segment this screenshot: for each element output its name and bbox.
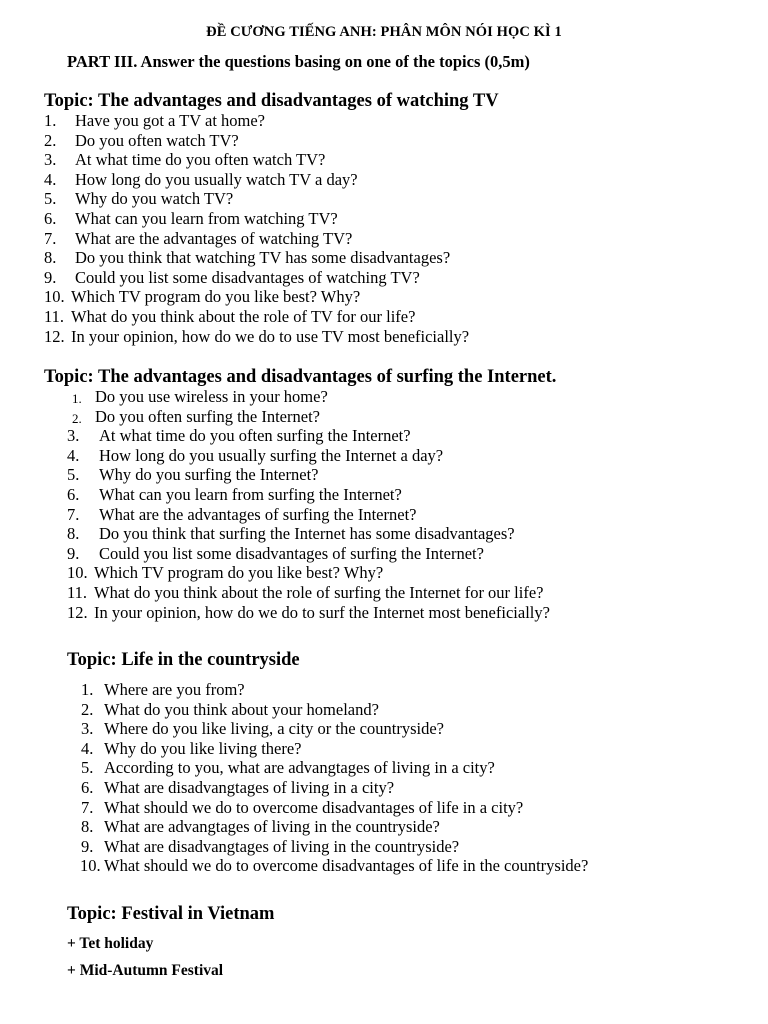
- list-item-number: 11.: [67, 583, 88, 602]
- list-item-text: How long do you usually watch TV a day?: [75, 169, 358, 189]
- list-item-number: 7.: [67, 504, 80, 524]
- list-item-number: 6.: [44, 209, 57, 228]
- list-item-text: Where do you like living, a city or the countryside?: [104, 719, 444, 739]
- list-item-text: In your opinion, how do we do to surf the Internet most beneficially?: [94, 602, 550, 622]
- list-item-number: 8.: [81, 817, 94, 837]
- list-item-number: 4.: [81, 738, 94, 758]
- list-item-number: 2.: [81, 699, 94, 719]
- list-item-text: Do you often watch TV?: [75, 130, 239, 150]
- list-item-text: Have you got a TV at home?: [75, 111, 266, 130]
- list-item-text: Do you think that surfing the Internet has some disadvantages?: [99, 524, 515, 544]
- topic-heading-festival: Topic: Festival in Vietnam: [67, 904, 275, 924]
- part-heading: PART III. Answer the questions basing on one of the topics (0,5m): [67, 52, 530, 71]
- list-item-number: 8.: [67, 524, 80, 544]
- topic-heading-tv: Topic: The advantages and disadvantages of watching TV: [44, 91, 499, 111]
- list-item-text: What do you think about your homeland?: [104, 699, 379, 719]
- list-item-number: 3.: [81, 719, 94, 739]
- list-item-number: 10.: [44, 287, 65, 307]
- list-item-text: Which TV program do you like best? Why?: [71, 287, 361, 307]
- list-item-number: 5.: [67, 465, 80, 485]
- list-item-number: 12.: [67, 602, 88, 622]
- list-item-text: Which TV program do you like best? Why?: [94, 563, 384, 583]
- list-item-text: Do you use wireless in your home?: [95, 387, 328, 406]
- list-item-text: Why do you like living there?: [104, 738, 302, 758]
- list-item-text: What can you learn from surfing the Internet?: [99, 485, 402, 504]
- list-item-text: What do you think about the role of surfing the Internet for our life?: [94, 583, 544, 602]
- list-item-number: 10.: [80, 856, 101, 876]
- list-item-number: 3.: [67, 426, 80, 446]
- topic-heading-internet: Topic: The advantages and disadvantages of surfing the Internet.: [44, 367, 557, 387]
- list-item-number: 12.: [44, 326, 65, 346]
- list-item-number: 5.: [81, 758, 94, 778]
- list-item-text: At what time do you often surfing the Internet?: [99, 426, 411, 446]
- list-item-text: What can you learn from watching TV?: [75, 209, 338, 228]
- list-item-text: Do you think that watching TV has some disadvantages?: [75, 248, 451, 268]
- list-item-number: 7.: [81, 797, 94, 817]
- list-item-number: 10.: [67, 563, 88, 583]
- festival-item-mid-autumn: + Mid-Autumn Festival: [67, 962, 224, 979]
- list-item-number: 9.: [44, 267, 57, 287]
- list-item-number: 5.: [44, 189, 57, 209]
- list-item-text: Why do you watch TV?: [75, 189, 234, 209]
- list-item-text: Do you often surfing the Internet?: [95, 406, 320, 426]
- topic-heading-countryside: Topic: Life in the countryside: [67, 650, 300, 670]
- list-item-text: How long do you usually surfing the Internet a day?: [99, 445, 444, 465]
- list-item-number: 7.: [44, 228, 57, 248]
- list-item-number: 6.: [67, 485, 80, 504]
- list-item-text: What are the advantages of surfing the Internet?: [99, 504, 417, 524]
- festival-item-tet: + Tet holiday: [67, 935, 154, 952]
- list-item-text: Where are you from?: [104, 680, 245, 699]
- list-item-number: 8.: [44, 248, 57, 268]
- list-item-number: 1.: [81, 680, 94, 699]
- list-item-text: Could you list some disadvantages of surfing the Internet?: [99, 543, 484, 563]
- list-item-number: 9.: [67, 543, 80, 563]
- list-item-text: What are disadvangtages of living in the countryside?: [104, 836, 460, 856]
- list-item-number: 2.: [44, 130, 57, 150]
- list-item-number: 4.: [44, 169, 57, 189]
- list-item-number: 1.: [44, 111, 57, 130]
- document-title: ĐỀ CƯƠNG TIẾNG ANH: PHÂN MÔN NÓI HỌC KÌ 1: [206, 24, 562, 40]
- list-item-text: What do you think about the role of TV for our life?: [71, 307, 416, 326]
- list-item-number: 2.: [72, 410, 82, 426]
- list-item-number: 1.: [72, 391, 82, 406]
- list-item-text: What are advangtages of living in the countryside?: [104, 817, 440, 837]
- list-item-text: According to you, what are advangtages of living in a city?: [104, 758, 495, 778]
- list-item-text: What should we do to overcome disadvantages of life in a city?: [104, 797, 524, 817]
- list-item-number: 9.: [81, 836, 94, 856]
- list-item-number: 3.: [44, 150, 57, 170]
- list-item-text: In your opinion, how do we do to use TV most beneficially?: [71, 326, 470, 346]
- list-item-text: What are disadvangtages of living in a city?: [104, 778, 395, 797]
- list-item-text: Could you list some disadvantages of watching TV?: [75, 267, 420, 287]
- list-item-number: 6.: [81, 778, 94, 797]
- list-item-text: What should we do to overcome disadvantages of life in the countryside?: [104, 856, 589, 876]
- list-item-number: 4.: [67, 445, 80, 465]
- list-item-text: Why do you surfing the Internet?: [99, 465, 319, 485]
- list-item-text: What are the advantages of watching TV?: [75, 228, 353, 248]
- list-item-number: 11.: [44, 307, 65, 326]
- list-item-text: At what time do you often watch TV?: [75, 150, 326, 170]
